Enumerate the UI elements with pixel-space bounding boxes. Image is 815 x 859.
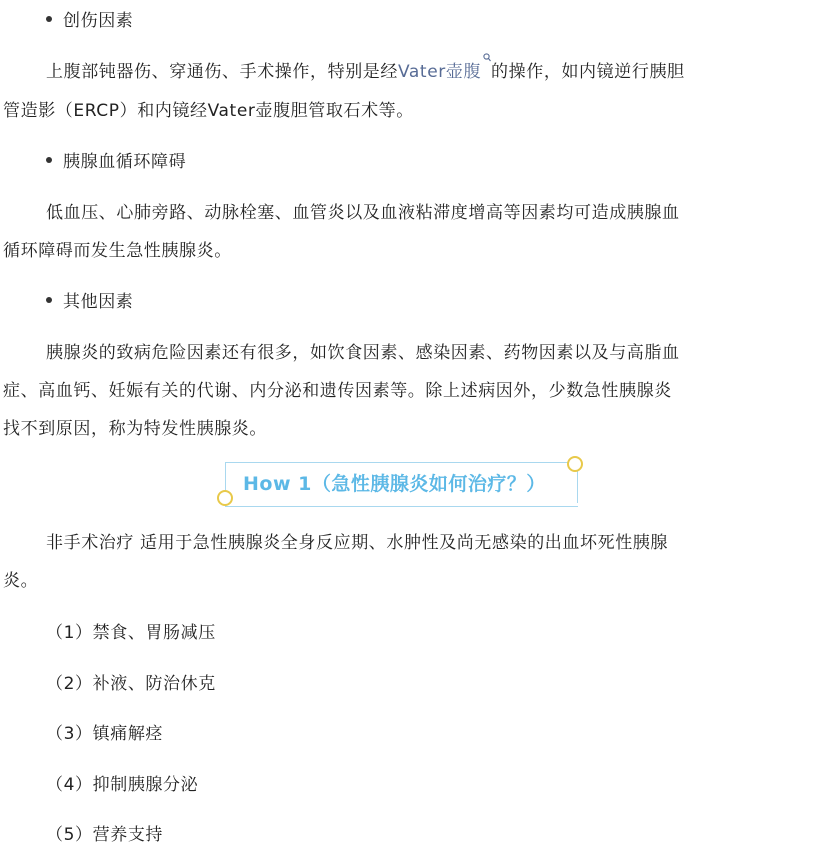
list-item: （4）抑制胰腺分泌 [46,775,199,795]
list-item: （5）营养支持 [46,825,164,845]
paragraph-line: 循环障碍而发生急性胰腺炎。 [3,241,232,261]
bullet-icon [46,16,52,22]
how-heading-box [215,452,585,516]
paragraph-line: 症、高血钙、妊娠有关的代谢、内分泌和遗传因素等。除上述病因外，少数急性胰腺炎 [3,381,672,401]
paragraph-line: 找不到原因，称为特发性胰腺炎。 [3,419,267,439]
paragraph-line: 上腹部钝器伤、穿通伤、手术操作，特别是经Vater壶腹 的操作，如内镜逆行胰胆 [46,57,815,82]
search-icon [483,53,491,63]
vater-link[interactable]: Vater壶腹 [398,62,482,82]
list-item: （2）补液、防治休克 [46,674,216,694]
section-heading: 创伤因素 [46,6,815,31]
list-item: （3）镇痛解痉 [46,724,164,744]
list-item: （1）禁食、胃肠减压 [46,623,216,643]
paragraph-line: 管造影（ERCP）和内镜经Vater壶腹胆管取石术等。 [3,101,414,121]
paragraph-line: 胰腺炎的致病危险因素还有很多，如饮食因素、感染因素、药物因素以及与高脂血 [46,343,680,363]
paragraph-line: 低血压、心肺旁路、动脉栓塞、血管炎以及血液粘滞度增高等因素均可造成胰腺血 [46,203,680,223]
how-title: How 1（急性胰腺炎如何治疗？） [243,473,546,495]
circle-icon [567,456,583,472]
paragraph-line: 炎。 [3,571,39,591]
section-heading: 其他因素 [46,287,815,312]
paragraph-line: 非手术治疗 适用于急性胰腺炎全身反应期、水肿性及尚无感染的出血坏死性胰腺 [46,533,669,553]
section-heading: 胰腺血循环障碍 [46,147,815,172]
bullet-icon [46,297,52,303]
circle-icon [217,490,233,506]
bullet-icon [46,157,52,163]
